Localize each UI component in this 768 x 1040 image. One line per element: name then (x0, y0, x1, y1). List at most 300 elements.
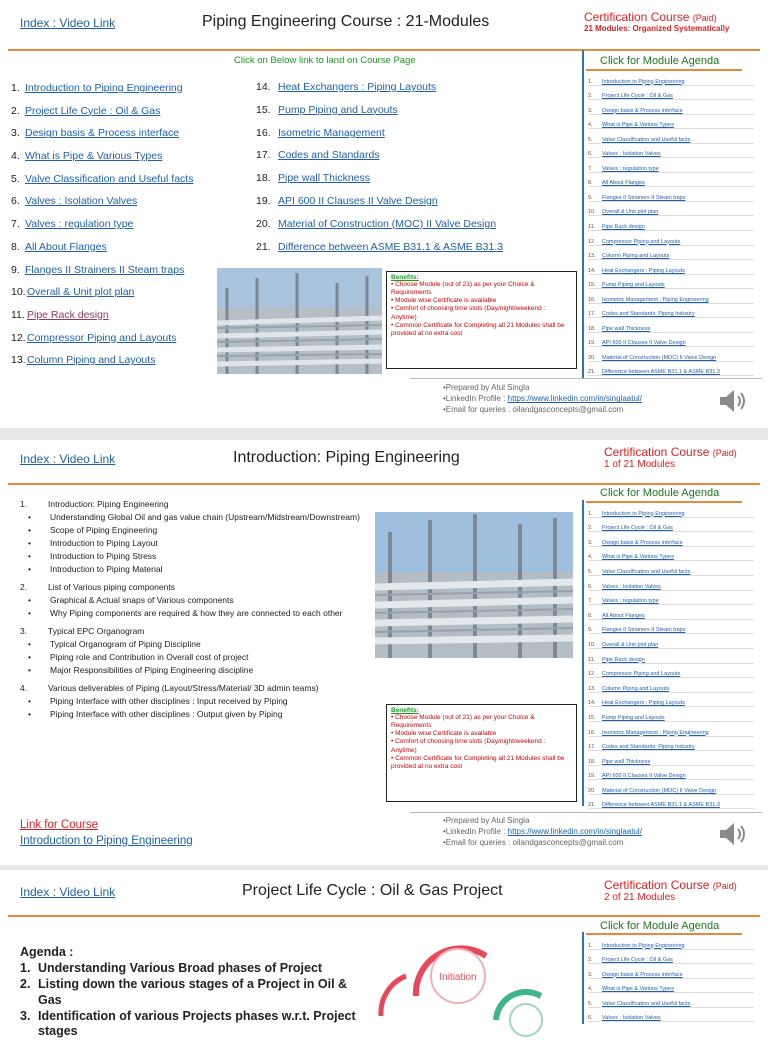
module-number: 18. (256, 172, 278, 184)
module-item[interactable] (11, 150, 251, 173)
module-link[interactable]: Pump Piping and Layouts (278, 104, 398, 116)
agenda-number: 6. (588, 1015, 602, 1021)
agenda-link[interactable]: Compressor Piping and Layouts (602, 239, 680, 245)
linkedin-link[interactable]: https://www.linkedin.com/in/singlaatul/ (508, 394, 642, 403)
agenda-link[interactable]: Pump Piping and Layouts (602, 715, 665, 721)
agenda-item[interactable] (588, 935, 754, 950)
agenda-number: 2. (588, 93, 602, 99)
bullet: • (20, 595, 50, 605)
agenda-link[interactable]: Pipe wall Thickness (602, 326, 650, 332)
plant-photo (375, 512, 573, 658)
agenda-heading: Click for Module Agenda (600, 55, 719, 67)
agenda-link[interactable]: Compressor Piping and Layouts (602, 671, 680, 677)
module-list-left (11, 82, 251, 377)
agenda-item (20, 1009, 370, 1040)
module-agenda-list (588, 935, 754, 1022)
outline-subtext: Why Piping components are required & how they are connected to each other (50, 608, 342, 618)
agenda-item[interactable] (588, 693, 754, 708)
agenda-link[interactable]: Design basis & Process interface (602, 972, 683, 978)
outline-subitem (20, 525, 380, 535)
outline-subitem (20, 564, 380, 574)
agenda-number: 2. (588, 957, 602, 963)
agenda-link[interactable]: All About Flanges (602, 180, 645, 186)
page-title: Project Life Cycle : Oil & Gas Project (242, 882, 503, 900)
agenda-item[interactable] (588, 751, 754, 766)
module-number: 6. (11, 195, 25, 207)
agenda-number: 5. (588, 1001, 602, 1007)
agenda-number: 19. (588, 340, 602, 346)
module-link[interactable]: Valve Classification and Useful facts (25, 173, 193, 185)
outline-number: 4. (20, 683, 48, 693)
module-item[interactable] (11, 173, 251, 196)
module-link[interactable]: Pipe Rack design (27, 309, 109, 321)
agenda-number: 17. (588, 311, 602, 317)
outline-subitem (20, 512, 380, 522)
benefits-heading: Benefits: (391, 274, 572, 281)
module-item[interactable] (256, 104, 582, 127)
agenda-link[interactable]: Material of Construction (MOC) II Valve Design (602, 788, 716, 794)
slide-gap (0, 428, 768, 440)
module-link[interactable]: Isometric Management (278, 127, 385, 139)
module-number: 10. (11, 286, 27, 298)
slide-project-life-cycle (0, 870, 768, 1024)
module-item[interactable] (256, 127, 582, 150)
outline-subtext: Graphical & Actual snaps of Various components (50, 595, 234, 605)
speaker-icon[interactable] (718, 387, 750, 415)
agenda-link[interactable]: Project Life Cycle : Oil & Gas (602, 93, 673, 99)
bullet: • (20, 696, 50, 706)
module-number: 1. (11, 82, 25, 94)
divider (8, 483, 760, 485)
agenda-link[interactable]: Valves : Isolation Valves (602, 151, 661, 157)
link-for-course[interactable]: Link for Course (20, 817, 193, 833)
agenda-number: 8. (588, 613, 602, 619)
speaker-icon[interactable] (718, 820, 750, 848)
module-item[interactable] (11, 105, 251, 128)
agenda-text: Identification of various Projects phases w.r.t. Project stages (38, 1009, 370, 1040)
module-number: 19. (256, 195, 278, 207)
module-link[interactable]: Material of Construction (MOC) II Valve Design (278, 218, 496, 230)
outline-subtext: Piping Interface with other disciplines : Output given by Piping (50, 709, 282, 719)
outline-subitem (20, 551, 380, 561)
agenda-link[interactable]: All About Flanges (602, 613, 645, 619)
agenda-item[interactable] (588, 246, 754, 261)
agenda-item[interactable] (588, 993, 754, 1008)
agenda-number: 3. (588, 540, 602, 546)
agenda-item (20, 977, 370, 1009)
module-number: 3. (11, 127, 25, 139)
cert-paid: (Paid) (713, 448, 737, 458)
module-item[interactable] (11, 354, 251, 377)
agenda-number: 4. (588, 986, 602, 992)
agenda-item[interactable] (588, 231, 754, 246)
agenda-number: 13. (588, 253, 602, 259)
outline-sublist (20, 693, 380, 721)
agenda-item[interactable] (588, 561, 754, 576)
agenda-link[interactable]: Codes and Standards: Piping Industry (602, 311, 695, 317)
agenda-item[interactable] (588, 503, 754, 518)
outline-subtext: Major Responsibilities of Piping Engineering discipline (50, 665, 253, 675)
module-link[interactable]: Compressor Piping and Layouts (27, 332, 176, 344)
bullet: • (20, 564, 50, 574)
agenda-item[interactable] (588, 1008, 754, 1023)
outline-heading (20, 626, 380, 636)
prepared-by: •Prepared by Atul Singla (443, 382, 642, 393)
agenda-link[interactable]: Pipe Rack design (602, 657, 645, 663)
agenda-number: 1. (588, 943, 602, 949)
agenda-number: 4. (588, 554, 602, 560)
vertical-divider (582, 932, 584, 1024)
benefit-item: • Comfort of choosing time slots (Day/night/weekend : Anytime) (391, 738, 572, 754)
module-item[interactable] (11, 309, 251, 332)
outline-section (20, 499, 380, 576)
agenda-text: Listing down the various stages of a Project in Oil & Gas (38, 977, 370, 1009)
agenda-item[interactable] (588, 187, 754, 202)
outline-sublist (20, 636, 380, 677)
agenda-item (20, 961, 370, 977)
agenda-number: 1. (20, 961, 38, 977)
outline-heading (20, 582, 380, 592)
agenda-heading: Click for Module Agenda (600, 487, 719, 499)
course-link-block (20, 817, 193, 849)
prepared-by-block (443, 815, 642, 849)
bullet: • (20, 551, 50, 561)
module-item[interactable] (11, 127, 251, 150)
agenda-item[interactable] (588, 605, 754, 620)
outline-section (20, 582, 380, 620)
outline-subitem (20, 665, 380, 675)
linkedin-label: •LinkedIn Profile : (443, 827, 508, 836)
agenda-number: 12. (588, 239, 602, 245)
module-item[interactable] (256, 241, 582, 264)
certification-badge (604, 878, 737, 903)
agenda-item[interactable] (588, 620, 754, 635)
agenda-item[interactable] (588, 100, 754, 115)
agenda-number: 2. (20, 977, 38, 1009)
agenda-number: 3. (588, 108, 602, 114)
agenda-link[interactable]: What is Pipe & Various Types (602, 986, 674, 992)
initiation-label: Initiation (439, 972, 476, 983)
certification-badge (584, 10, 729, 33)
page-title: Piping Engineering Course : 21-Modules (202, 13, 489, 31)
bullet: • (20, 525, 50, 535)
cert-paid: (Paid) (693, 13, 717, 23)
benefits-heading: Benefits: (391, 707, 572, 714)
outline-subtext: Typical Organogram of Piping Discipline (50, 639, 201, 649)
module-number: 5. (11, 173, 25, 185)
agenda-items (20, 961, 370, 1040)
benefit-item: • Comfort of choosing time slots (Day/night/weekend : Anytime) (391, 305, 572, 321)
module-link[interactable]: Introduction to Piping Engineering (25, 82, 183, 94)
module-number: 12. (11, 332, 27, 344)
module-item[interactable] (256, 218, 582, 241)
linkedin-label: •LinkedIn Profile : (443, 394, 508, 403)
agenda-link[interactable]: Introduction to Piping Engineering (602, 79, 685, 85)
agenda-item[interactable] (588, 547, 754, 562)
module-item[interactable] (11, 195, 251, 218)
agenda-number: 10. (588, 209, 602, 215)
agenda-link[interactable]: Project Life Cycle : Oil & Gas (602, 525, 673, 531)
outline-subtext: Scope of Piping Engineering (50, 525, 157, 535)
agenda-item[interactable] (588, 362, 754, 377)
agenda-link[interactable]: Project Life Cycle : Oil & Gas (602, 957, 673, 963)
index-video-link[interactable]: Index : Video Link (20, 16, 115, 30)
outline-subtext: Piping Interface with other disciplines : Input received by Piping (50, 696, 288, 706)
agenda-link[interactable]: Isometric Management : Piping Engineering (602, 730, 709, 736)
module-link[interactable]: Valves : regulation type (25, 218, 133, 230)
module-item[interactable] (11, 264, 251, 287)
agenda-item[interactable] (588, 158, 754, 173)
module-number: 2. (11, 105, 25, 117)
module-number: 8. (11, 241, 25, 253)
agenda-item[interactable] (588, 950, 754, 965)
bullet: • (20, 608, 50, 618)
module-link[interactable]: Overall & Unit plot plan (27, 286, 134, 298)
outline-sublist (20, 592, 380, 620)
agenda-item[interactable] (588, 780, 754, 795)
agenda-number: 21. (588, 369, 602, 375)
agenda-link[interactable]: Column Piping and Layouts (602, 253, 669, 259)
module-link[interactable]: Project Life Cycle : Oil & Gas (25, 105, 160, 117)
course-name-link[interactable]: Introduction to Piping Engineering (20, 833, 193, 849)
agenda-link[interactable]: What is Pipe & Various Types (602, 554, 674, 560)
page-title: Introduction: Piping Engineering (233, 449, 460, 467)
agenda-link[interactable]: Heat Exchangers : Piping Layouts (602, 700, 685, 706)
module-item[interactable] (11, 82, 251, 105)
agenda-item[interactable] (588, 202, 754, 217)
bullet: • (20, 538, 50, 548)
agenda-number: 15. (588, 715, 602, 721)
index-video-link[interactable]: Index : Video Link (20, 452, 115, 466)
outline-subitem (20, 696, 380, 706)
module-link[interactable]: Heat Exchangers : Piping Layouts (278, 81, 436, 93)
module-link[interactable]: All About Flanges (25, 241, 107, 253)
outline-title: Various deliverables of Piping (Layout/Stress/Material/ 3D admin teams) (48, 683, 319, 693)
module-agenda-list (588, 71, 754, 376)
agenda-link[interactable]: Pipe Rack design (602, 224, 645, 230)
cert-subtitle: 2 of 21 Modules (604, 892, 737, 903)
outline-subitem (20, 595, 380, 605)
prepared-by: •Prepared by Atul Singla (443, 815, 642, 826)
agenda-item[interactable] (588, 71, 754, 86)
agenda-link[interactable]: Valves : Isolation Valves (602, 584, 661, 590)
outline-subtext: Introduction to Piping Stress (50, 551, 156, 561)
module-link[interactable]: Flanges II Strainers II Steam traps (25, 264, 184, 276)
module-agenda-list (588, 503, 754, 809)
agenda-item[interactable] (588, 260, 754, 275)
cert-subtitle: 21 Modules: Organized Systematically (584, 24, 729, 33)
agenda-item[interactable] (588, 737, 754, 752)
agenda-item[interactable] (588, 115, 754, 130)
outline-title: Typical EPC Organogram (48, 626, 144, 636)
agenda-link[interactable]: Difference between ASME B31.1 & ASME B31.3 (602, 369, 720, 375)
agenda-link[interactable]: Flanges II Strainers II Steam traps (602, 195, 685, 201)
outline-subitem (20, 608, 380, 618)
agenda-item[interactable] (588, 795, 754, 810)
module-item[interactable] (256, 195, 582, 218)
linkedin-link[interactable]: https://www.linkedin.com/in/singlaatul/ (508, 827, 642, 836)
outline-subitem (20, 709, 380, 719)
module-number: 11. (11, 309, 27, 321)
benefits-box (386, 271, 577, 369)
agenda-number: 12. (588, 671, 602, 677)
agenda-item[interactable] (588, 216, 754, 231)
agenda-link[interactable]: Valves : regulation type (602, 166, 659, 172)
module-outline (20, 499, 380, 727)
bullet: • (20, 512, 50, 522)
agenda-item[interactable] (588, 275, 754, 290)
agenda-number: 8. (588, 180, 602, 186)
benefit-item: • Common Certificate for Completing all 21 Modules shall be provided at no extra cost (391, 755, 572, 771)
agenda-item[interactable] (588, 576, 754, 591)
index-video-link[interactable]: Index : Video Link (20, 885, 115, 899)
agenda-title: Agenda : (20, 945, 370, 961)
divider (410, 812, 762, 813)
agenda-link[interactable]: Pump Piping and Layouts (602, 282, 665, 288)
agenda-item[interactable] (588, 86, 754, 101)
module-link[interactable]: Codes and Standards (278, 149, 380, 161)
agenda-link[interactable]: Valve Classification and Useful facts (602, 137, 690, 143)
module-number: 21. (256, 241, 278, 253)
cert-title: Certification Course (604, 878, 709, 892)
agenda-item[interactable] (588, 649, 754, 664)
agenda-item[interactable] (588, 979, 754, 994)
vertical-divider (582, 500, 584, 806)
outline-subitem (20, 639, 380, 649)
module-number: 4. (11, 150, 25, 162)
agenda-number: 15. (588, 282, 602, 288)
cert-subtitle: 1 of 21 Modules (604, 459, 737, 470)
certification-badge (604, 445, 737, 470)
agenda-link[interactable]: Isometric Management : Piping Engineering (602, 297, 709, 303)
module-link[interactable]: Column Piping and Layouts (27, 354, 155, 366)
agenda-link[interactable]: Valves : Isolation Valves (602, 1015, 661, 1021)
bullet: • (20, 652, 50, 662)
agenda-item[interactable] (588, 707, 754, 722)
agenda-link[interactable]: Heat Exchangers : Piping Layouts (602, 268, 685, 274)
benefit-item: • Module wise Certificate is available (391, 297, 572, 305)
agenda-number: 6. (588, 584, 602, 590)
agenda-link[interactable]: Design basis & Process interface (602, 540, 683, 546)
agenda-item[interactable] (588, 964, 754, 979)
module-link[interactable]: Pipe wall Thickness (278, 172, 370, 184)
agenda-item[interactable] (588, 144, 754, 159)
agenda-number: 2. (588, 525, 602, 531)
agenda-number: 21. (588, 802, 602, 808)
module-item[interactable] (11, 286, 251, 309)
module-link[interactable]: API 600 II Clauses II Valve Design (278, 195, 438, 207)
module-item[interactable] (256, 81, 582, 104)
module-link[interactable]: What is Pipe & Various Types (25, 150, 162, 162)
divider (410, 378, 762, 379)
agenda-item[interactable] (588, 304, 754, 319)
agenda-link[interactable]: Column Piping and Layouts (602, 686, 669, 692)
agenda-item[interactable] (588, 532, 754, 547)
module-link[interactable]: Difference between ASME B31.1 & ASME B31.3 (278, 241, 503, 253)
agenda-number: 5. (588, 137, 602, 143)
plant-photo (217, 268, 382, 374)
agenda-item[interactable] (588, 722, 754, 737)
agenda-item[interactable] (588, 634, 754, 649)
agenda-link[interactable]: Introduction to Piping Engineering (602, 511, 685, 517)
agenda-number: 20. (588, 788, 602, 794)
agenda-number: 14. (588, 700, 602, 706)
cert-title: Certification Course (604, 445, 709, 459)
agenda-number: 9. (588, 627, 602, 633)
module-item[interactable] (11, 218, 251, 241)
agenda-text: Understanding Various Broad phases of Project (38, 961, 322, 977)
outline-title: List of Various piping components (48, 582, 175, 592)
agenda-number: 16. (588, 297, 602, 303)
agenda-link[interactable]: API 600 II Clauses II Valve Design (602, 340, 686, 346)
agenda-item[interactable] (588, 664, 754, 679)
agenda-number: 7. (588, 166, 602, 172)
module-item[interactable] (11, 332, 251, 355)
bullet: • (20, 709, 50, 719)
module-link[interactable]: Valves : Isolation Valves (25, 195, 137, 207)
agenda-number: 18. (588, 326, 602, 332)
agenda-number: 1. (588, 511, 602, 517)
outline-section (20, 626, 380, 677)
module-link[interactable]: Design basis & Process interface (25, 127, 179, 139)
agenda-item[interactable] (588, 591, 754, 606)
agenda-link[interactable]: Overall & Unit plot plan (602, 209, 658, 215)
agenda-item[interactable] (588, 129, 754, 144)
agenda-link[interactable]: Codes and Standards: Piping Industry (602, 744, 695, 750)
agenda-number: 17. (588, 744, 602, 750)
outline-subitem (20, 652, 380, 662)
module-item[interactable] (256, 172, 582, 195)
agenda-link[interactable]: Valve Classification and Useful facts (602, 1001, 690, 1007)
agenda-item[interactable] (588, 289, 754, 304)
module-item[interactable] (11, 241, 251, 264)
cert-paid: (Paid) (713, 881, 737, 891)
outline-number: 1. (20, 499, 48, 509)
module-item[interactable] (256, 149, 582, 172)
agenda-link[interactable]: What is Pipe & Various Types (602, 122, 674, 128)
module-number: 16. (256, 127, 278, 139)
agenda-number: 18. (588, 759, 602, 765)
agenda-link[interactable]: Valves : regulation type (602, 598, 659, 604)
agenda-link[interactable]: Difference between ASME B31.1 & ASME B31.3 (602, 802, 720, 808)
module-number: 9. (11, 264, 25, 276)
benefits-box (386, 704, 577, 802)
agenda-link[interactable]: Introduction to Piping Engineering (602, 943, 685, 949)
agenda-number: 6. (588, 151, 602, 157)
agenda-item[interactable] (588, 173, 754, 188)
agenda-heading: Click for Module Agenda (600, 920, 719, 932)
agenda-number: 16. (588, 730, 602, 736)
agenda-item[interactable] (588, 678, 754, 693)
agenda-item[interactable] (588, 318, 754, 333)
agenda-item[interactable] (588, 347, 754, 362)
outline-sublist (20, 509, 380, 576)
agenda-link[interactable]: Design basis & Process interface (602, 108, 683, 114)
agenda-item[interactable] (588, 518, 754, 533)
agenda-link[interactable]: Flanges II Strainers II Steam traps (602, 627, 685, 633)
agenda-link[interactable]: API 600 II Clauses II Valve Design (602, 773, 686, 779)
benefit-item: • Choose Module (out of 21) as per your Choice & Requirements (391, 281, 572, 297)
agenda-number: 11. (588, 657, 602, 663)
agenda-link[interactable]: Pipe wall Thickness (602, 759, 650, 765)
agenda-item[interactable] (588, 766, 754, 781)
agenda-item[interactable] (588, 333, 754, 348)
course-page-banner: Click on Below link to land on Course Page (234, 55, 416, 66)
agenda-link[interactable]: Valve Classification and Useful facts (602, 569, 690, 575)
agenda-link[interactable]: Overall & Unit plot plan (602, 642, 658, 648)
agenda-link[interactable]: Material of Construction (MOC) II Valve Design (602, 355, 716, 361)
agenda-number: 20. (588, 355, 602, 361)
